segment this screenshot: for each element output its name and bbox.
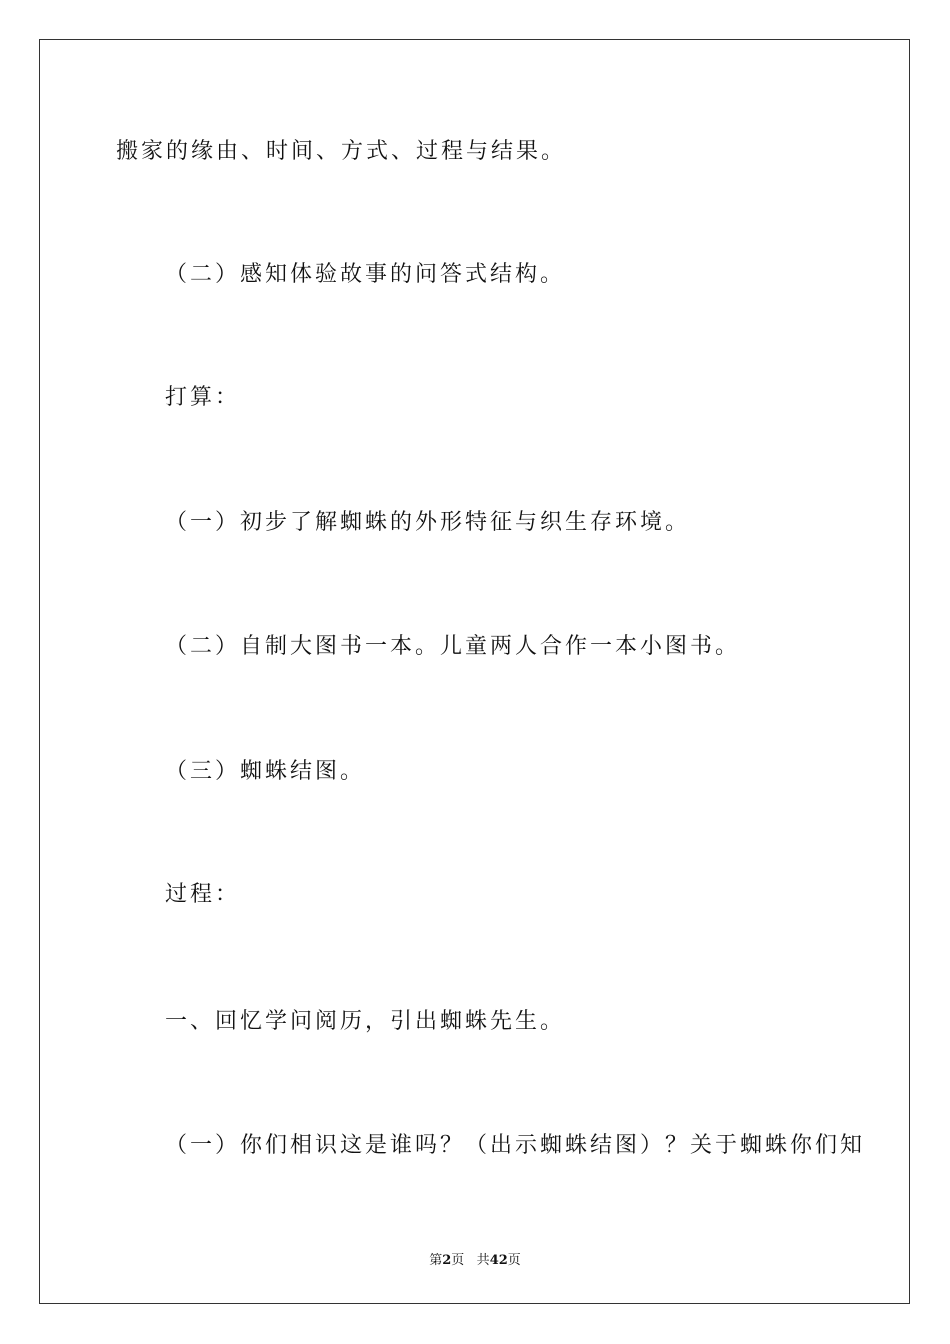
total-label-suffix: 页 bbox=[507, 1253, 521, 1268]
paragraph-8: 一、回忆学问阅历，引出蜘蛛先生。 bbox=[165, 1009, 566, 1034]
paragraph-1: 搬家的缘由、时间、方式、过程与结果。 bbox=[116, 139, 567, 164]
paragraph-2: （二）感知体验故事的问答式结构。 bbox=[165, 262, 566, 287]
page-border bbox=[39, 39, 910, 1304]
page-footer bbox=[0, 1249, 950, 1268]
page-label-prefix: 第 bbox=[429, 1253, 443, 1268]
page-number: 2 bbox=[442, 1253, 452, 1268]
total-pages: 42 bbox=[489, 1253, 508, 1268]
total-label-prefix: 共 bbox=[476, 1253, 490, 1268]
paragraph-9: （一）你们相识这是谁吗？（出示蜘蛛结图）？关于蜘蛛你们知 bbox=[165, 1133, 866, 1158]
paragraph-4: （一）初步了解蜘蛛的外形特征与织生存环境。 bbox=[165, 510, 691, 535]
paragraph-5: （二）自制大图书一本。儿童两人合作一本小图书。 bbox=[165, 634, 741, 659]
paragraph-7: 过程： bbox=[165, 882, 241, 907]
paragraph-3: 打算： bbox=[165, 385, 241, 410]
paragraph-6: （三）蜘蛛结图。 bbox=[165, 759, 366, 784]
page-label-suffix: 页 bbox=[451, 1253, 465, 1268]
